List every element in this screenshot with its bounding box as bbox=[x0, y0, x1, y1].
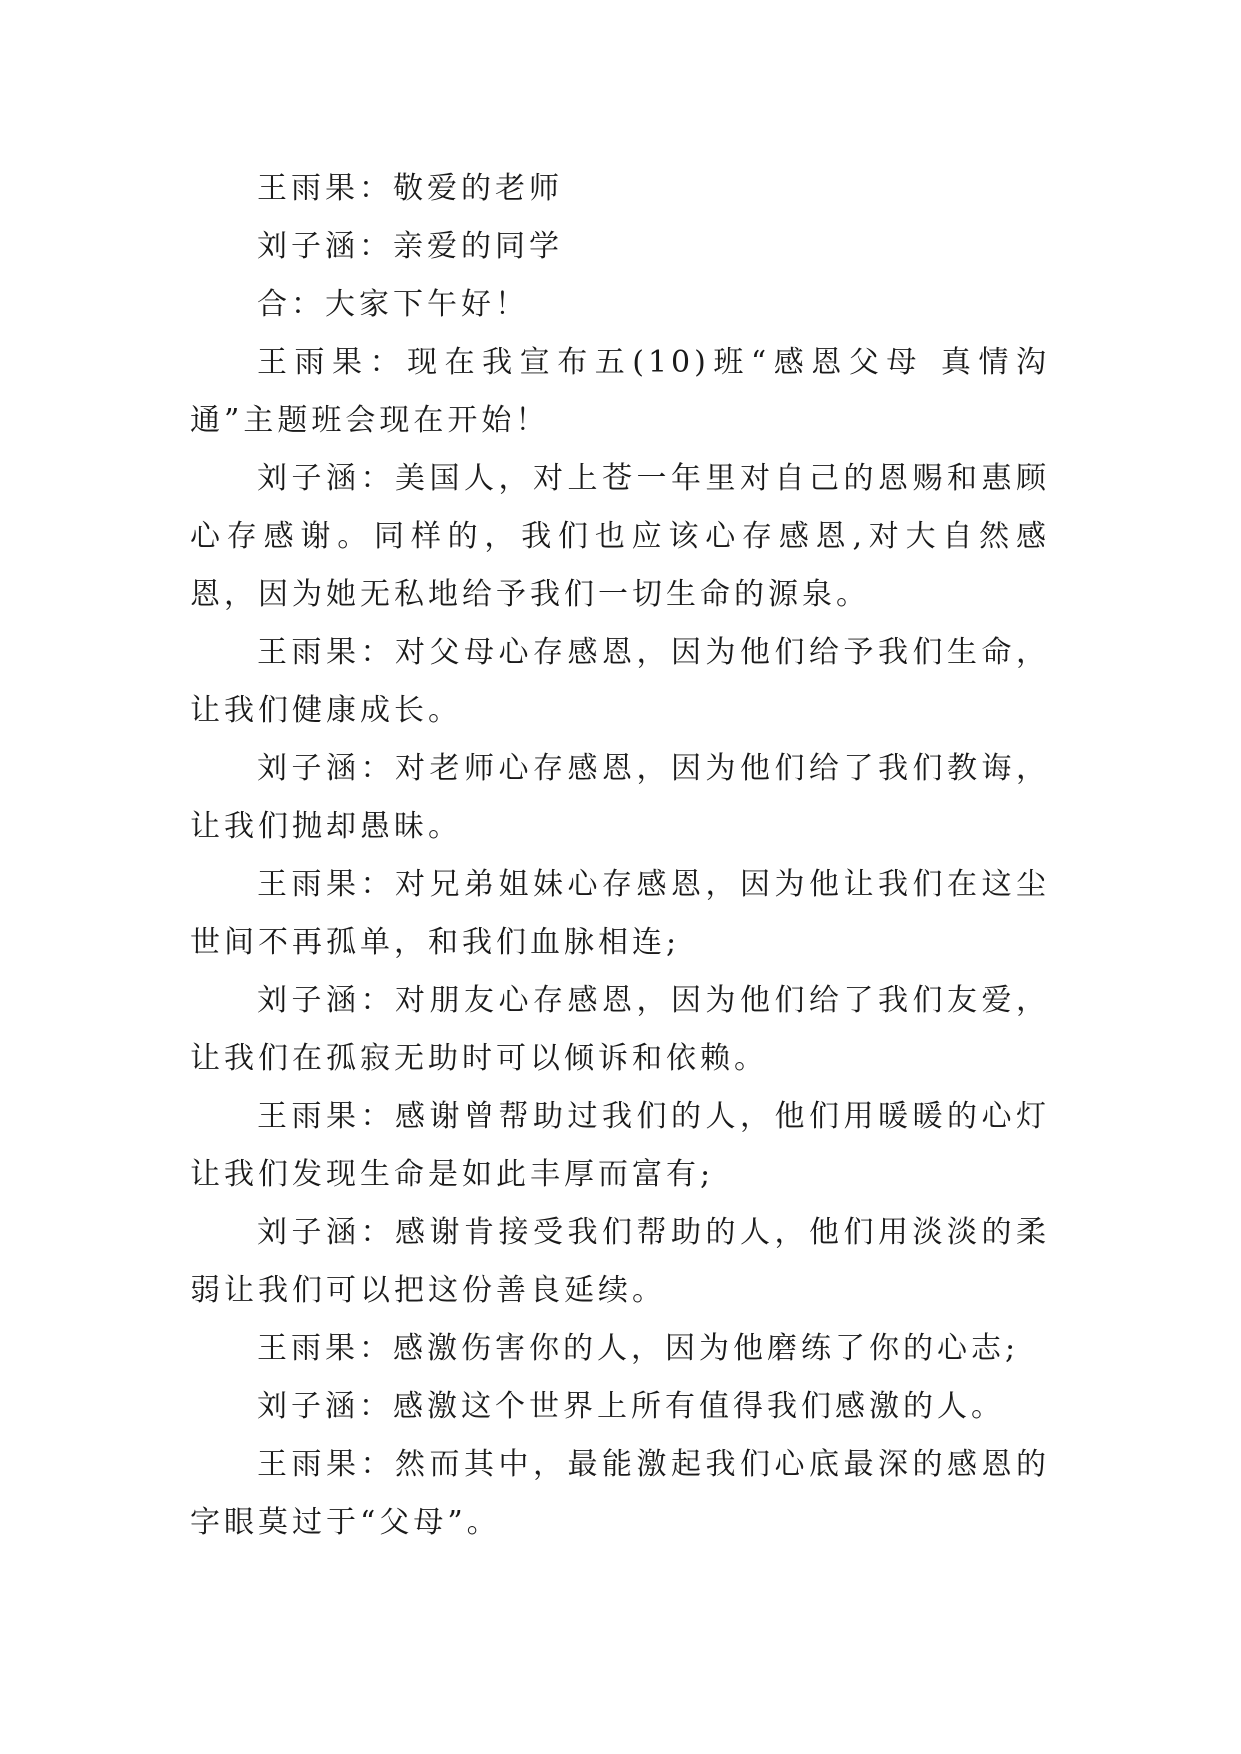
document-body bbox=[190, 160, 1050, 1552]
dialogue-line: 刘子涵：亲爱的同学 bbox=[257, 229, 563, 264]
dialogue-line: 王雨果：感激伤害你的人，因为他磨练了你的心志; bbox=[257, 1331, 1020, 1366]
dialogue-line: 王雨果：对兄弟姐妹心存感恩，因为他让我们在这尘世间不再孤单，和我们血脉相连; bbox=[190, 867, 1050, 960]
dialogue-line: 刘子涵：对老师心存感恩，因为他们给了我们教诲，让我们抛却愚昧。 bbox=[190, 751, 1050, 844]
dialogue-line: 王雨果：对父母心存感恩，因为他们给予我们生命，让我们健康成长。 bbox=[190, 635, 1050, 728]
dialogue-line: 刘子涵：感谢肯接受我们帮助的人，他们用淡淡的柔弱让我们可以把这份善良延续。 bbox=[190, 1215, 1050, 1308]
dialogue-line: 刘子涵：感激这个世界上所有值得我们感激的人。 bbox=[257, 1389, 1005, 1424]
dialogue-line: 合：大家下午好！ bbox=[257, 287, 529, 322]
dialogue-line: 王雨果：现在我宣布五(10)班“感恩父母 真情沟通”主题班会现在开始！ bbox=[190, 345, 1050, 438]
dialogue-line: 王雨果：感谢曾帮助过我们的人，他们用暖暖的心灯让我们发现生命是如此丰厚而富有; bbox=[190, 1099, 1050, 1192]
dialogue-line: 刘子涵：对朋友心存感恩，因为他们给了我们友爱，让我们在孤寂无助时可以倾诉和依赖。 bbox=[190, 983, 1050, 1076]
dialogue-line: 王雨果：然而其中，最能激起我们心底最深的感恩的字眼莫过于“父母”。 bbox=[190, 1447, 1050, 1540]
dialogue-line: 王雨果：敬爱的老师 bbox=[257, 171, 563, 206]
dialogue-line: 刘子涵：美国人，对上苍一年里对自己的恩赐和惠顾心存感谢。同样的，我们也应该心存感恩,对大自然感恩，因为她无私地给予我们一切生命的源泉。 bbox=[190, 461, 1050, 612]
